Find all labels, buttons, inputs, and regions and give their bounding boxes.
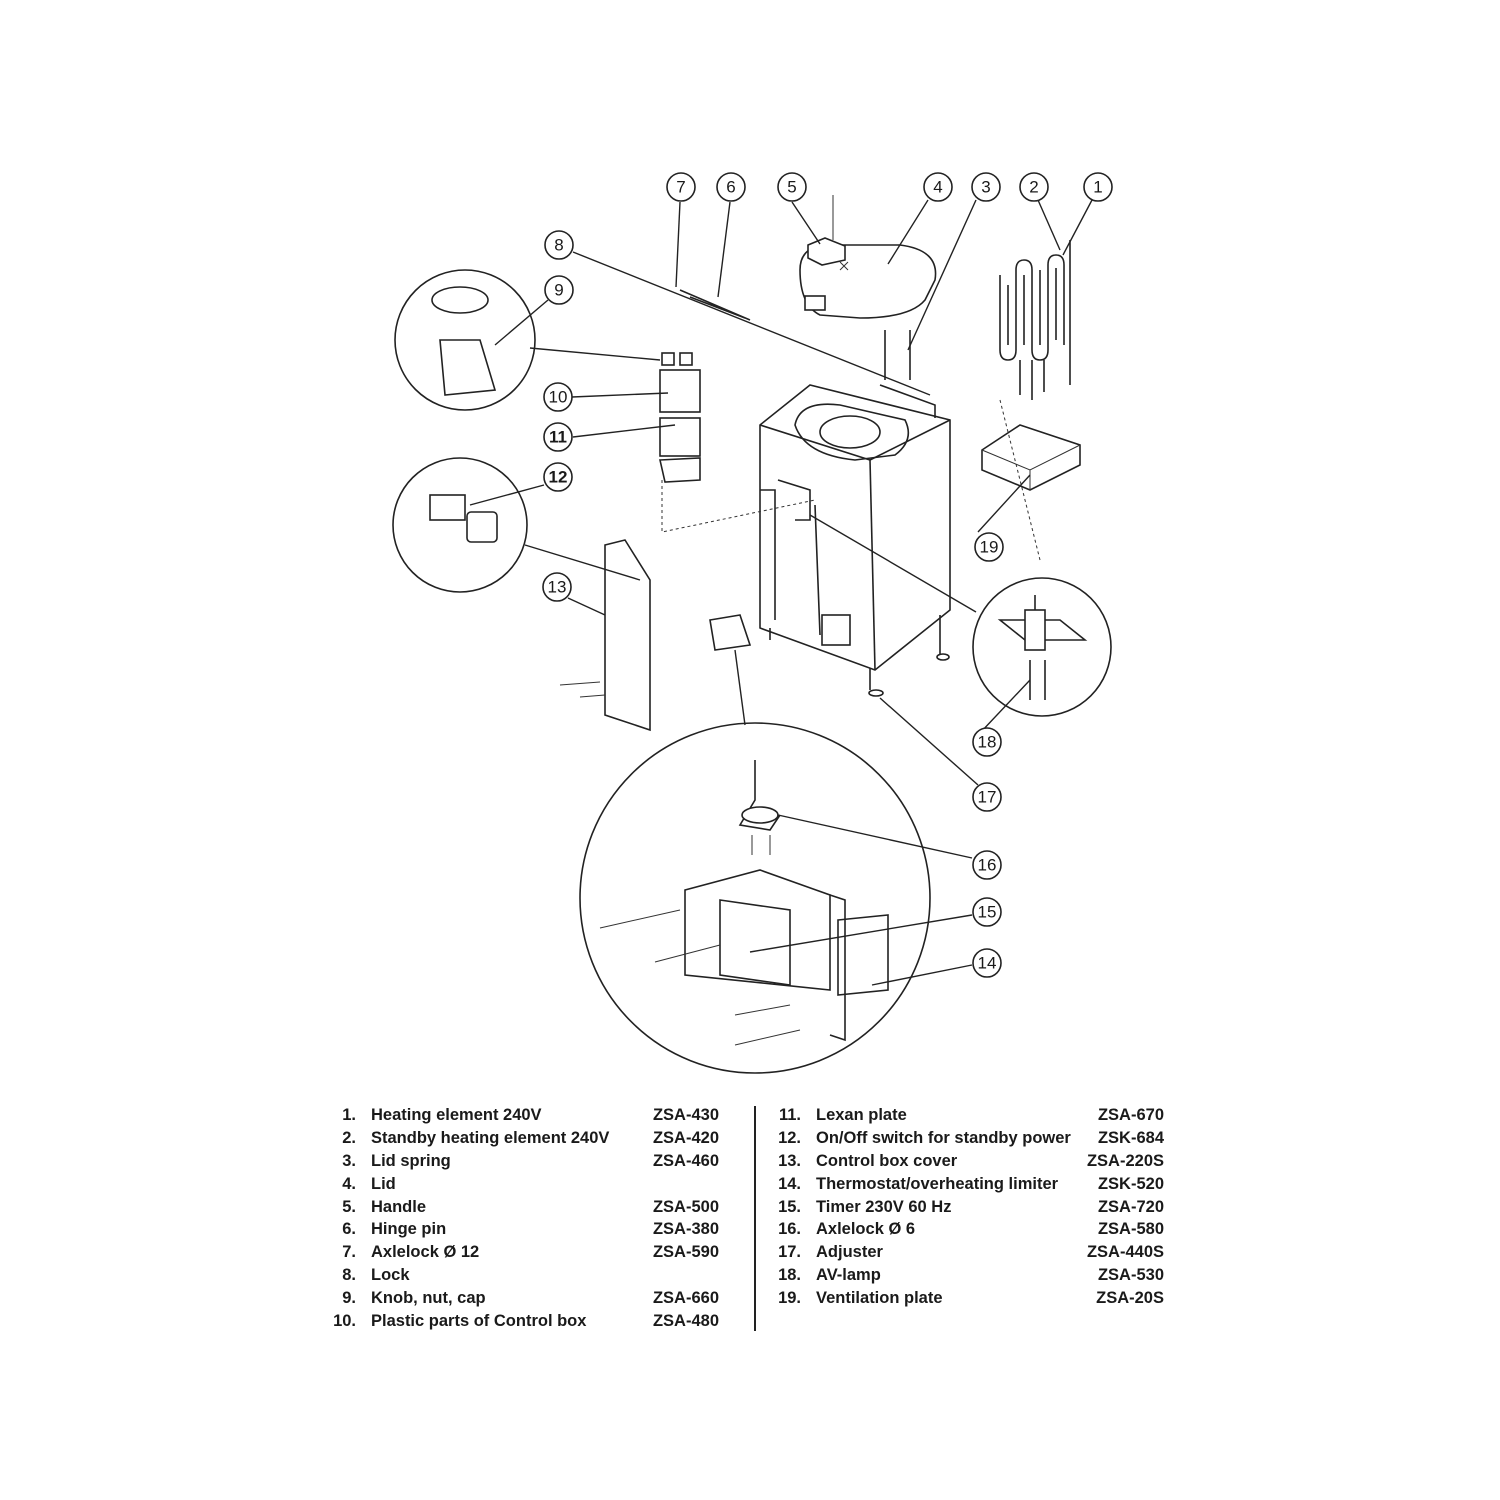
part-row [0,1287,740,1310]
part-name: Plastic parts of Control box [371,1312,587,1331]
callout-7 [667,173,695,201]
part-number: 10. [333,1312,356,1331]
part-name: Control box cover [816,1151,958,1170]
part-row [765,1104,1185,1127]
callout-17 [973,783,1001,811]
part-row [0,1104,740,1127]
part-number: 17. [778,1243,801,1262]
control-box-plastic [660,353,700,482]
callout-5 [778,173,806,201]
part-number: 4. [342,1174,356,1193]
part-name: Ventilation plate [816,1289,943,1308]
svg-text:19: 19 [979,537,999,557]
part-number: 2. [342,1128,356,1147]
part-number: 11. [778,1106,801,1124]
part-code: ZSA-580 [1097,1220,1164,1239]
part-name: AV-lamp [816,1266,881,1285]
part-name: Heating element 240V [371,1106,542,1124]
part-row [765,1196,1185,1219]
control-box-cover [560,540,650,730]
callout-4 [924,173,952,201]
part-name: Lid [371,1174,396,1193]
part-code: ZSA-220S [1086,1151,1164,1170]
part-row [765,1173,1185,1196]
part-name: Knob, nut, cap [371,1289,486,1308]
part-number: 19. [778,1289,801,1308]
part-name: Lexan plate [816,1106,907,1124]
callout-12 [544,463,572,491]
part-number: 6. [342,1220,356,1239]
heating-elements [1000,240,1070,400]
part-code: ZSK-684 [1097,1128,1164,1147]
callout-13 [543,573,571,601]
lamp-detail [1000,595,1085,700]
part-row [0,1150,740,1173]
part-code: ZSA-480 [652,1312,719,1331]
callout-9 [545,276,573,304]
part-row [0,1127,740,1150]
part-name: Thermostat/overheating limiter [816,1174,1059,1193]
part-name: Standby heating element 240V [371,1128,610,1147]
callout-14 [973,949,1001,977]
svg-text:14: 14 [977,953,997,973]
part-row [0,1241,740,1264]
adjuster-bracket [710,615,750,650]
part-code: ZSA-660 [652,1289,719,1308]
callout-11 [544,423,572,451]
hinge-pin [680,290,750,320]
callout-3 [972,173,1000,201]
svg-text:1: 1 [1093,177,1103,197]
part-code: ZSA-440S [1086,1243,1164,1262]
part-number: 13. [778,1151,801,1170]
svg-text:2: 2 [1029,177,1039,197]
part-number: 1. [342,1106,356,1124]
part-row [0,1310,740,1333]
part-number: 14. [778,1174,801,1193]
part-name: Hinge pin [371,1220,447,1239]
part-row [0,1264,740,1287]
part-code: ZSA-460 [652,1151,719,1170]
callout-18 [973,728,1001,756]
callout-6 [717,173,745,201]
svg-text:10: 10 [548,387,568,407]
parts-list-right [765,1104,1185,1310]
callout-2 [1020,173,1048,201]
svg-text:5: 5 [787,177,797,197]
part-code: ZSA-20S [1096,1289,1164,1308]
part-code: ZSA-420 [652,1128,719,1147]
svg-text:15: 15 [977,902,997,922]
svg-text:6: 6 [726,177,736,197]
knob-detail [432,287,495,395]
callout-19 [975,533,1003,561]
part-name: Lid spring [371,1151,451,1170]
part-code: ZSA-430 [652,1106,719,1124]
part-name: Timer 230V 60 Hz [816,1197,952,1216]
part-number: 15. [778,1197,801,1216]
part-row [0,1218,740,1241]
part-number: 18. [778,1266,801,1285]
part-name: Lock [371,1266,410,1285]
timer-detail [600,760,888,1045]
svg-text:4: 4 [933,177,943,197]
part-row [765,1127,1185,1150]
svg-text:9: 9 [554,280,564,300]
part-number: 9. [342,1289,356,1308]
callout-8 [545,231,573,259]
switch-detail [430,495,497,542]
callout-15 [973,898,1001,926]
callout-1 [1084,173,1112,201]
ventilation-plate [982,425,1080,490]
part-code: ZSA-670 [1097,1106,1164,1124]
part-row [765,1287,1185,1310]
part-row [765,1241,1185,1264]
part-row [0,1173,740,1196]
part-code: ZSA-380 [652,1220,719,1239]
part-row [765,1264,1185,1287]
part-name: Adjuster [816,1243,883,1262]
part-row [765,1150,1185,1173]
part-code: ZSA-590 [652,1243,719,1262]
svg-text:11: 11 [549,427,567,447]
parts-list-left [0,1104,740,1333]
callout-10 [544,383,572,411]
part-code: ZSA-530 [1097,1266,1164,1285]
part-name: Axlelock Ø 12 [371,1243,480,1262]
part-code: ZSK-520 [1097,1174,1164,1193]
svg-text:16: 16 [977,855,997,875]
part-name: Handle [371,1197,427,1216]
svg-text:18: 18 [977,732,997,752]
part-number: 16. [778,1220,801,1239]
table-divider [754,1106,756,1331]
part-code: ZSA-720 [1097,1197,1164,1216]
part-number: 3. [342,1151,356,1170]
part-row [765,1218,1185,1241]
svg-text:17: 17 [977,787,997,807]
callout-16 [973,851,1001,879]
part-name: Axlelock Ø 6 [816,1220,916,1239]
svg-text:7: 7 [676,177,686,197]
svg-text:8: 8 [554,235,564,255]
part-code: ZSA-500 [652,1197,719,1216]
lid-assembly [800,195,936,418]
part-number: 5. [342,1197,356,1216]
part-row [0,1196,740,1219]
detail-circle-switch [393,458,527,592]
part-number: 12. [778,1128,801,1147]
svg-text:13: 13 [547,577,567,597]
svg-text:3: 3 [981,177,991,197]
svg-text:12: 12 [548,467,568,487]
part-name: On/Off switch for standby power [816,1128,1071,1147]
part-number: 7. [342,1243,356,1262]
part-number: 8. [342,1266,356,1285]
